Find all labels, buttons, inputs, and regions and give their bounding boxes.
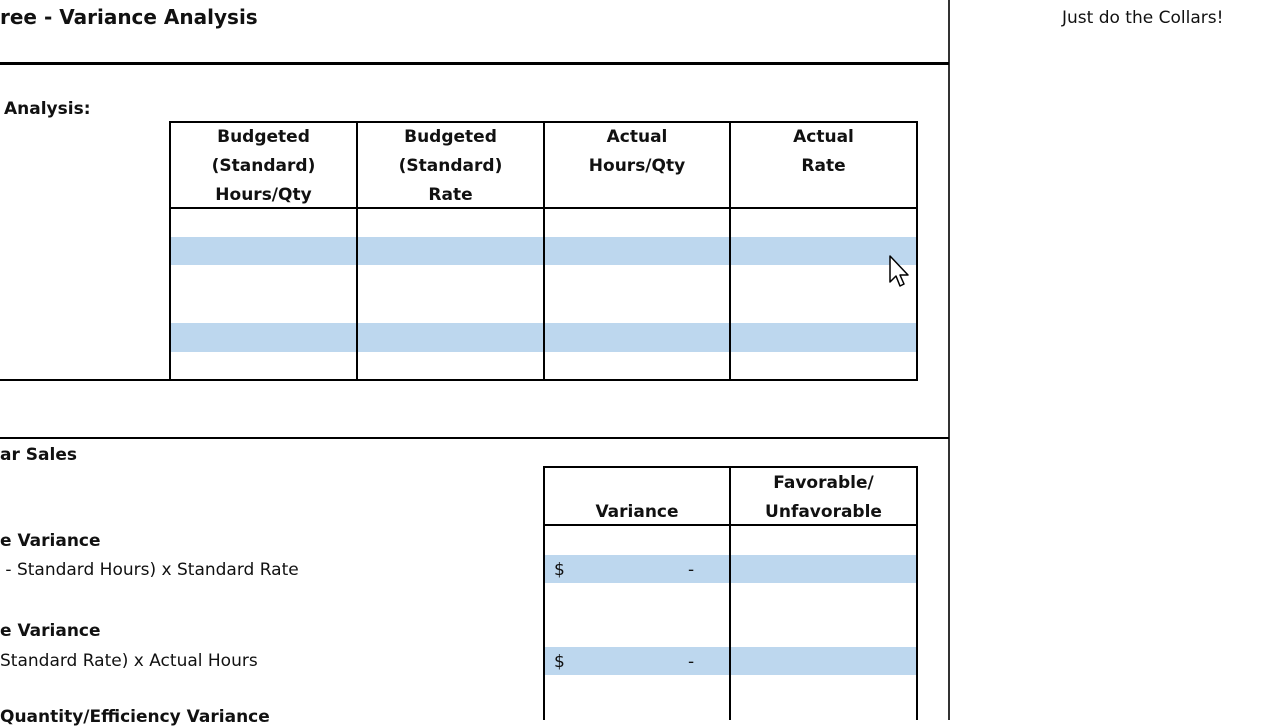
- note-text: Just do the Collars!: [1062, 8, 1224, 28]
- column-header-actual-rate: [731, 123, 916, 181]
- currency-symbol: $: [554, 560, 565, 580]
- header-line: Budgeted: [217, 127, 310, 147]
- header-line: Rate: [801, 156, 846, 176]
- header-line: Actual: [606, 127, 668, 147]
- table-border: [916, 121, 918, 381]
- sheet-title: ree - Variance Analysis: [0, 5, 258, 29]
- column-header-budgeted-rate: [358, 123, 543, 210]
- header-line: Budgeted: [404, 127, 497, 147]
- column-header-actual-hours: [545, 123, 729, 181]
- header-line: Actual: [793, 127, 854, 147]
- variance-title: e Variance: [0, 621, 101, 641]
- page-divider: [948, 0, 950, 720]
- variance-formula: - Standard Hours) x Standard Rate: [0, 560, 299, 580]
- title-divider: [0, 62, 949, 65]
- currency-symbol: $: [554, 652, 565, 672]
- variance-formula: Standard Rate) x Actual Hours: [0, 651, 258, 671]
- header-line: Unfavorable: [765, 502, 882, 522]
- sales-label: ar Sales: [0, 445, 77, 465]
- column-header-budgeted-hours: [171, 123, 356, 210]
- header-line: Rate: [428, 185, 473, 205]
- favorable-header: [731, 469, 916, 527]
- variance-header: Variance: [595, 502, 679, 522]
- mouse-cursor-icon: [889, 255, 913, 289]
- header-line: (Standard): [398, 156, 503, 176]
- variance-title: Quantity/Efficiency Variance: [0, 707, 270, 727]
- header-line: (Standard): [211, 156, 316, 176]
- table-border: [0, 379, 918, 381]
- variance-title: e Variance: [0, 531, 101, 551]
- analysis-label: Analysis:: [4, 99, 91, 119]
- header-line: Hours/Qty: [215, 185, 312, 205]
- header-line: Hours/Qty: [588, 156, 686, 176]
- variance-value[interactable]: -: [688, 560, 695, 580]
- section-divider: [0, 437, 949, 439]
- header-line: Favorable/: [773, 473, 874, 493]
- variance-value[interactable]: -: [688, 652, 695, 672]
- table-border: [916, 466, 918, 720]
